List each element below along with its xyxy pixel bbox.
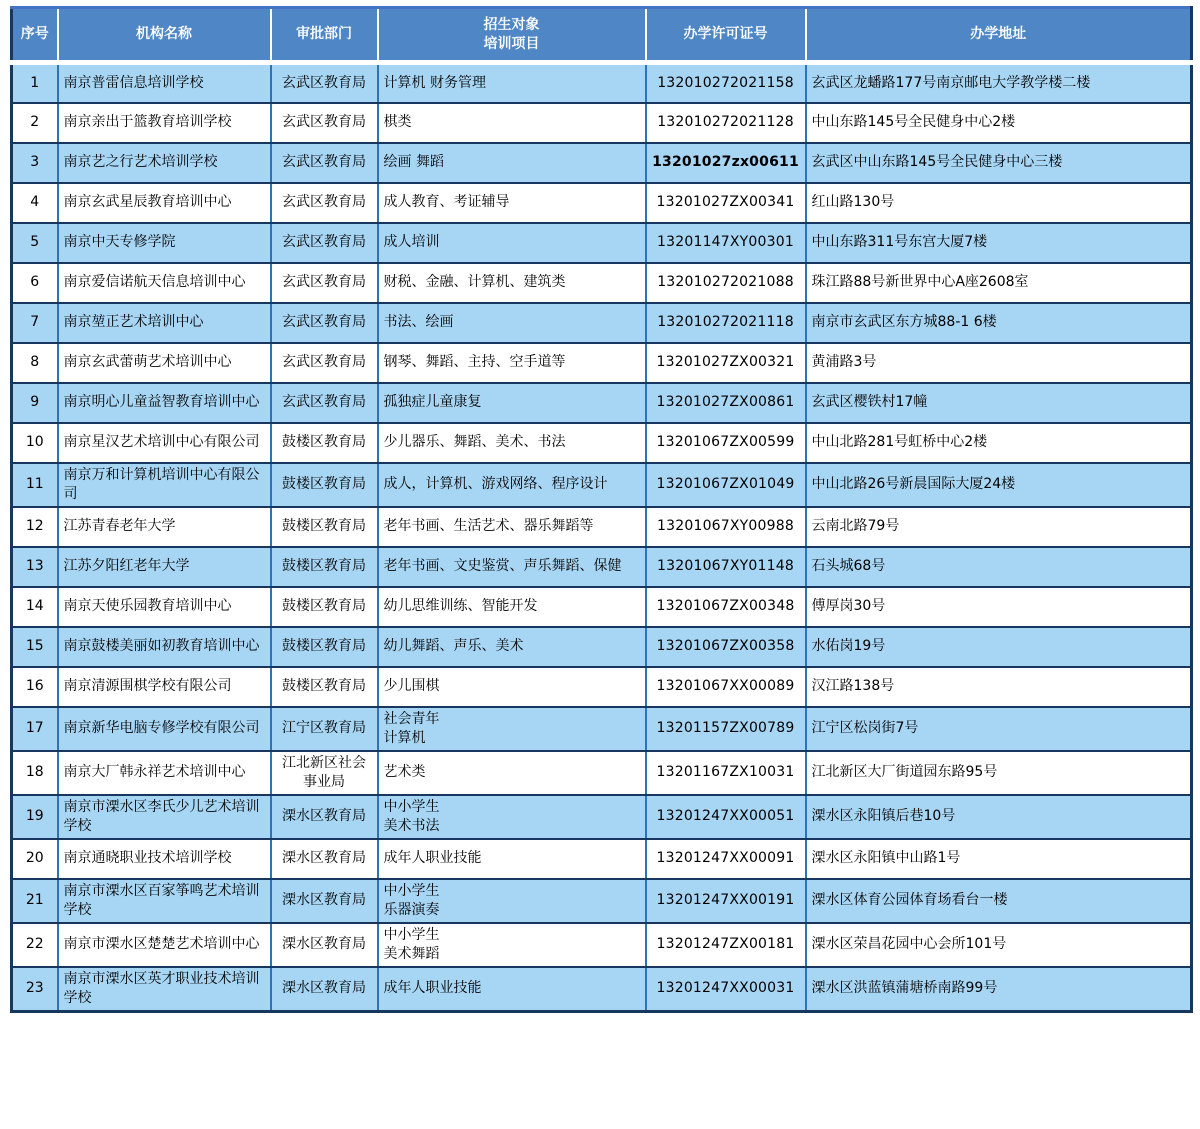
table-row xyxy=(12,967,1192,1012)
table-row xyxy=(12,839,1192,879)
cell-license-number: 13201067ZX00599 xyxy=(646,423,806,463)
table-row xyxy=(12,627,1192,667)
table-row xyxy=(12,383,1192,423)
header-target-line1: 招生对象 xyxy=(483,16,540,33)
header-cell-license: 办学许可证号 xyxy=(646,8,806,63)
cell-institution-name: 南京市溧水区李氏少儿艺术培训学校 xyxy=(58,795,271,839)
cell-address: 黄浦路3号 xyxy=(806,343,1192,383)
header-target-line2: 培训项目 xyxy=(483,35,540,52)
cell-serial-number: 15 xyxy=(12,627,58,667)
cell-license-number: 13201067ZX00358 xyxy=(646,627,806,667)
cell-license-number: 13201167ZX10031 xyxy=(646,751,806,795)
cell-approval-dept: 鼓楼区教育局 xyxy=(271,507,378,547)
cell-target-projects: 成人培训 xyxy=(378,223,646,263)
cell-target-projects: 孤独症儿童康复 xyxy=(378,383,646,423)
cell-approval-dept: 玄武区教育局 xyxy=(271,143,378,183)
cell-serial-number: 8 xyxy=(12,343,58,383)
cell-serial-number: 14 xyxy=(12,587,58,627)
table-row xyxy=(12,343,1192,383)
cell-address: 溧水区荣昌花园中心会所101号 xyxy=(806,923,1192,967)
cell-license-number: 132010272021158 xyxy=(646,63,806,103)
cell-serial-number: 11 xyxy=(12,463,58,507)
table-row xyxy=(12,223,1192,263)
cell-target-projects: 财税、金融、计算机、建筑类 xyxy=(378,263,646,303)
table-body xyxy=(12,63,1192,1012)
cell-target-projects: 中小学生 美术书法 xyxy=(378,795,646,839)
table-header-row xyxy=(12,8,1192,63)
table-row xyxy=(12,707,1192,751)
header-cell-target xyxy=(378,8,646,63)
table-row xyxy=(12,667,1192,707)
cell-institution-name: 南京天使乐园教育培训中心 xyxy=(58,587,271,627)
cell-license-number: 13201027ZX00861 xyxy=(646,383,806,423)
cell-target-projects: 艺术类 xyxy=(378,751,646,795)
cell-license-number: 13201247XX00031 xyxy=(646,967,806,1012)
cell-approval-dept: 江宁区教育局 xyxy=(271,707,378,751)
header-cell-index: 序号 xyxy=(12,8,58,63)
cell-institution-name: 江苏青春老年大学 xyxy=(58,507,271,547)
cell-license-number: 13201247XX00091 xyxy=(646,839,806,879)
cell-address: 红山路130号 xyxy=(806,183,1192,223)
table-row xyxy=(12,547,1192,587)
cell-approval-dept: 鼓楼区教育局 xyxy=(271,587,378,627)
cell-target-projects: 成人教育、考证辅导 xyxy=(378,183,646,223)
cell-target-projects: 少儿器乐、舞蹈、美术、书法 xyxy=(378,423,646,463)
cell-target-projects: 老年书画、生活艺术、器乐舞蹈等 xyxy=(378,507,646,547)
cell-license-number: 13201147XY00301 xyxy=(646,223,806,263)
training-institutions-table xyxy=(10,6,1193,1013)
cell-institution-name: 南京通晓职业技术培训学校 xyxy=(58,839,271,879)
cell-institution-name: 南京爱信诺航天信息培训中心 xyxy=(58,263,271,303)
cell-target-projects: 幼儿思维训练、智能开发 xyxy=(378,587,646,627)
cell-approval-dept: 玄武区教育局 xyxy=(271,383,378,423)
cell-institution-name: 南京艺之行艺术培训学校 xyxy=(58,143,271,183)
table-row xyxy=(12,303,1192,343)
cell-institution-name: 南京玄武星辰教育培训中心 xyxy=(58,183,271,223)
cell-institution-name: 南京市溧水区百家筝鸣艺术培训学校 xyxy=(58,879,271,923)
cell-institution-name: 南京鼓楼美丽如初教育培训中心 xyxy=(58,627,271,667)
cell-license-number: 132010272021088 xyxy=(646,263,806,303)
cell-target-projects: 绘画 舞蹈 xyxy=(378,143,646,183)
cell-approval-dept: 溧水区教育局 xyxy=(271,795,378,839)
cell-approval-dept: 玄武区教育局 xyxy=(271,263,378,303)
cell-address: 玄武区龙蟠路177号南京邮电大学教学楼二楼 xyxy=(806,63,1192,103)
cell-target-projects: 书法、绘画 xyxy=(378,303,646,343)
cell-license-number: 13201067ZX00348 xyxy=(646,587,806,627)
cell-institution-name: 南京市溧水区楚楚艺术培训中心 xyxy=(58,923,271,967)
cell-serial-number: 4 xyxy=(12,183,58,223)
cell-approval-dept: 玄武区教育局 xyxy=(271,303,378,343)
cell-license-number: 13201067XY01148 xyxy=(646,547,806,587)
cell-license-number: 13201067XX00089 xyxy=(646,667,806,707)
cell-approval-dept: 玄武区教育局 xyxy=(271,343,378,383)
cell-serial-number: 3 xyxy=(12,143,58,183)
cell-institution-name: 南京明心儿童益智教育培训中心 xyxy=(58,383,271,423)
cell-target-projects: 中小学生 美术舞蹈 xyxy=(378,923,646,967)
cell-serial-number: 6 xyxy=(12,263,58,303)
cell-serial-number: 17 xyxy=(12,707,58,751)
cell-approval-dept: 玄武区教育局 xyxy=(271,63,378,103)
cell-target-projects: 成年人职业技能 xyxy=(378,839,646,879)
cell-institution-name: 南京新华电脑专修学校有限公司 xyxy=(58,707,271,751)
cell-serial-number: 16 xyxy=(12,667,58,707)
header-cell-name: 机构名称 xyxy=(58,8,271,63)
cell-serial-number: 1 xyxy=(12,63,58,103)
cell-serial-number: 5 xyxy=(12,223,58,263)
cell-approval-dept: 溧水区教育局 xyxy=(271,879,378,923)
table-row xyxy=(12,507,1192,547)
cell-target-projects: 幼儿舞蹈、声乐、美术 xyxy=(378,627,646,667)
cell-approval-dept: 江北新区社会事业局 xyxy=(271,751,378,795)
table-row xyxy=(12,143,1192,183)
cell-institution-name: 南京清源围棋学校有限公司 xyxy=(58,667,271,707)
cell-serial-number: 2 xyxy=(12,103,58,143)
cell-address: 中山北路26号新晨国际大厦24楼 xyxy=(806,463,1192,507)
cell-license-number: 13201247XX00191 xyxy=(646,879,806,923)
cell-approval-dept: 鼓楼区教育局 xyxy=(271,423,378,463)
cell-target-projects: 钢琴、舞蹈、主持、空手道等 xyxy=(378,343,646,383)
cell-serial-number: 18 xyxy=(12,751,58,795)
table-row xyxy=(12,183,1192,223)
cell-address: 傅厚岗30号 xyxy=(806,587,1192,627)
cell-serial-number: 9 xyxy=(12,383,58,423)
cell-license-number: 13201067ZX01049 xyxy=(646,463,806,507)
cell-approval-dept: 溧水区教育局 xyxy=(271,967,378,1012)
cell-approval-dept: 溧水区教育局 xyxy=(271,923,378,967)
cell-serial-number: 12 xyxy=(12,507,58,547)
table-row xyxy=(12,63,1192,103)
cell-address: 玄武区樱铁村17幢 xyxy=(806,383,1192,423)
cell-address: 江北新区大厂街道园东路95号 xyxy=(806,751,1192,795)
header-cell-address: 办学地址 xyxy=(806,8,1192,63)
cell-institution-name: 南京万和计算机培训中心有限公司 xyxy=(58,463,271,507)
cell-institution-name: 南京普雷信息培训学校 xyxy=(58,63,271,103)
cell-serial-number: 21 xyxy=(12,879,58,923)
cell-target-projects: 计算机 财务管理 xyxy=(378,63,646,103)
table-row xyxy=(12,923,1192,967)
cell-address: 珠江路88号新世界中心A座2608室 xyxy=(806,263,1192,303)
table-row xyxy=(12,103,1192,143)
cell-approval-dept: 玄武区教育局 xyxy=(271,103,378,143)
cell-target-projects: 少儿围棋 xyxy=(378,667,646,707)
table-row xyxy=(12,751,1192,795)
cell-target-projects: 成年人职业技能 xyxy=(378,967,646,1012)
cell-license-number: 13201027ZX00321 xyxy=(646,343,806,383)
cell-approval-dept: 鼓楼区教育局 xyxy=(271,463,378,507)
cell-approval-dept: 鼓楼区教育局 xyxy=(271,667,378,707)
cell-address: 溧水区永阳镇后巷10号 xyxy=(806,795,1192,839)
table-row xyxy=(12,879,1192,923)
cell-address: 中山东路145号全民健身中心2楼 xyxy=(806,103,1192,143)
cell-address: 中山东路311号东宫大厦7楼 xyxy=(806,223,1192,263)
cell-approval-dept: 玄武区教育局 xyxy=(271,183,378,223)
cell-institution-name: 江苏夕阳红老年大学 xyxy=(58,547,271,587)
cell-address: 中山北路281号虹桥中心2楼 xyxy=(806,423,1192,463)
table-row xyxy=(12,587,1192,627)
cell-address: 石头城68号 xyxy=(806,547,1192,587)
cell-license-number: 13201027zx00611 xyxy=(646,143,806,183)
cell-serial-number: 7 xyxy=(12,303,58,343)
table-header xyxy=(12,8,1192,63)
cell-approval-dept: 鼓楼区教育局 xyxy=(271,627,378,667)
cell-license-number: 132010272021118 xyxy=(646,303,806,343)
cell-address: 溧水区永阳镇中山路1号 xyxy=(806,839,1192,879)
cell-serial-number: 10 xyxy=(12,423,58,463)
cell-serial-number: 19 xyxy=(12,795,58,839)
cell-approval-dept: 鼓楼区教育局 xyxy=(271,547,378,587)
cell-institution-name: 南京大厂韩永祥艺术培训中心 xyxy=(58,751,271,795)
cell-institution-name: 南京中天专修学院 xyxy=(58,223,271,263)
training-institutions-table-wrap xyxy=(10,6,1190,1013)
cell-license-number: 132010272021128 xyxy=(646,103,806,143)
cell-license-number: 13201157ZX00789 xyxy=(646,707,806,751)
cell-target-projects: 老年书画、文史鉴赏、声乐舞蹈、保健 xyxy=(378,547,646,587)
cell-license-number: 13201247XX00051 xyxy=(646,795,806,839)
cell-serial-number: 23 xyxy=(12,967,58,1012)
cell-address: 玄武区中山东路145号全民健身中心三楼 xyxy=(806,143,1192,183)
cell-target-projects: 中小学生 乐器演奏 xyxy=(378,879,646,923)
cell-serial-number: 20 xyxy=(12,839,58,879)
table-row xyxy=(12,263,1192,303)
table-row xyxy=(12,423,1192,463)
cell-approval-dept: 玄武区教育局 xyxy=(271,223,378,263)
cell-license-number: 13201027ZX00341 xyxy=(646,183,806,223)
cell-institution-name: 南京市溧水区英才职业技术培训学校 xyxy=(58,967,271,1012)
cell-target-projects: 成人，计算机、游戏网络、程序设计 xyxy=(378,463,646,507)
cell-address: 汉江路138号 xyxy=(806,667,1192,707)
cell-address: 溧水区体育公园体育场看台一楼 xyxy=(806,879,1192,923)
cell-target-projects: 棋类 xyxy=(378,103,646,143)
table-row xyxy=(12,463,1192,507)
cell-address: 溧水区洪蓝镇蒲塘桥南路99号 xyxy=(806,967,1192,1012)
cell-address: 江宁区松岗街7号 xyxy=(806,707,1192,751)
cell-serial-number: 22 xyxy=(12,923,58,967)
cell-target-projects: 社会青年 计算机 xyxy=(378,707,646,751)
cell-institution-name: 南京堃正艺术培训中心 xyxy=(58,303,271,343)
cell-serial-number: 13 xyxy=(12,547,58,587)
cell-institution-name: 南京亲出于篮教育培训学校 xyxy=(58,103,271,143)
cell-approval-dept: 溧水区教育局 xyxy=(271,839,378,879)
cell-license-number: 13201067XY00988 xyxy=(646,507,806,547)
table-row xyxy=(12,795,1192,839)
cell-address: 水佑岗19号 xyxy=(806,627,1192,667)
cell-institution-name: 南京星汉艺术培训中心有限公司 xyxy=(58,423,271,463)
cell-address: 南京市玄武区东方城88-1 6楼 xyxy=(806,303,1192,343)
cell-institution-name: 南京玄武蕾萌艺术培训中心 xyxy=(58,343,271,383)
cell-address: 云南北路79号 xyxy=(806,507,1192,547)
cell-license-number: 13201247ZX00181 xyxy=(646,923,806,967)
header-cell-dept: 审批部门 xyxy=(271,8,378,63)
